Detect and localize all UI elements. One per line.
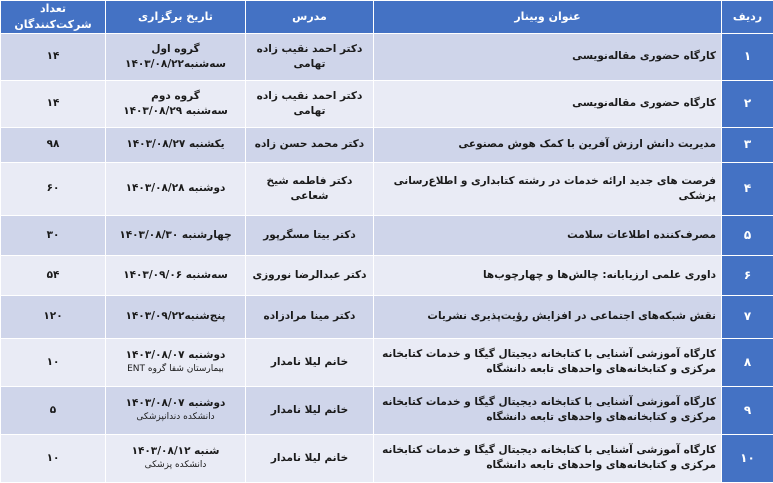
- row-number: ۱: [722, 33, 773, 80]
- webinar-title: کارگاه حضوری مقاله‌نویسی: [374, 80, 722, 127]
- session-date: [106, 386, 246, 434]
- webinar-title: کارگاه آموزشی آشنایی با کتابخانه دیجیتال گیگا و خدمات کتابخانه مرکزی و کتابخانه‌های واحدهای تابعه دانشگاه: [374, 338, 722, 386]
- header-participants: تعداد شرکت‌کنندگان: [1, 1, 106, 34]
- instructor-name: خانم لیلا نامدار: [246, 434, 374, 482]
- date-line-2: سه‌شنبه۱۴۰۳/۰۸/۲۲: [111, 57, 240, 72]
- participant-count: ۹۸: [1, 127, 106, 162]
- date-line-1: دوشنبه ۱۴۰۳/۰۸/۲۸: [111, 181, 240, 196]
- header-title: عنوان وبینار: [374, 1, 722, 34]
- row-number: ۵: [722, 215, 773, 255]
- table-row: [1, 386, 773, 434]
- date-line-1: شنبه ۱۴۰۳/۰۸/۱۲: [111, 444, 240, 459]
- table-row: [1, 127, 773, 162]
- row-number: ۱۰: [722, 434, 773, 482]
- session-date: [106, 255, 246, 295]
- participant-count: ۱۲۰: [1, 295, 106, 338]
- session-date: [106, 33, 246, 80]
- row-number: ۹: [722, 386, 773, 434]
- session-date: [106, 127, 246, 162]
- instructor-name: خانم لیلا نامدار: [246, 338, 374, 386]
- date-note: بیمارستان شفا گروه ENT: [111, 363, 240, 376]
- row-number: ۲: [722, 80, 773, 127]
- row-number: ۴: [722, 162, 773, 215]
- date-line-1: دوشنبه ۱۴۰۳/۰۸/۰۷: [111, 348, 240, 363]
- instructor-name: دکتر بیتا مسگرپور: [246, 215, 374, 255]
- date-line-1: پنج‌شنبه۱۴۰۳/۰۹/۲۲: [111, 309, 240, 324]
- table-row: [1, 434, 773, 482]
- row-number: ۶: [722, 255, 773, 295]
- webinar-title: مصرف‌کننده اطلاعات سلامت: [374, 215, 722, 255]
- row-number: ۸: [722, 338, 773, 386]
- instructor-name: دکتر احمد نقیب زاده تهامی: [246, 80, 374, 127]
- table-row: [1, 33, 773, 80]
- session-date: [106, 338, 246, 386]
- webinar-title: داوری علمی ارزیابانه: چالش‌ها و چهارچوب‌ها: [374, 255, 722, 295]
- participant-count: ۶۰: [1, 162, 106, 215]
- date-line-1: سه‌شنبه ۱۴۰۳/۰۹/۰۶: [111, 268, 240, 283]
- participant-count: ۵: [1, 386, 106, 434]
- date-line-1: گروه دوم: [111, 89, 240, 104]
- row-number: ۷: [722, 295, 773, 338]
- session-date: [106, 215, 246, 255]
- session-date: [106, 295, 246, 338]
- table-row: [1, 80, 773, 127]
- session-date: [106, 80, 246, 127]
- header-row: [1, 1, 773, 34]
- participant-count: ۱۴: [1, 33, 106, 80]
- date-note: دانشکده پزشکی: [111, 459, 240, 472]
- header-row-number: ردیف: [722, 1, 773, 34]
- session-date: [106, 434, 246, 482]
- webinar-title: نقش شبکه‌های اجتماعی در افزایش رؤیت‌پذیری نشریات: [374, 295, 722, 338]
- participant-count: ۱۰: [1, 338, 106, 386]
- session-date: [106, 162, 246, 215]
- webinar-title: مدیریت دانش ارزش آفرین با کمک هوش مصنوعی: [374, 127, 722, 162]
- date-line-2: سه‌شنبه ۱۴۰۳/۰۸/۲۹: [111, 104, 240, 119]
- instructor-name: دکتر محمد حسن زاده: [246, 127, 374, 162]
- table-row: [1, 338, 773, 386]
- table-row: [1, 255, 773, 295]
- date-line-1: چهارشنبه ۱۴۰۳/۰۸/۳۰: [111, 228, 240, 243]
- row-number: ۳: [722, 127, 773, 162]
- webinar-title: فرصت های جدید ارائه خدمات در رشته کتابداری و اطلاع‌رسانی پزشکی: [374, 162, 722, 215]
- table-row: [1, 162, 773, 215]
- date-line-1: دوشنبه ۱۴۰۳/۰۸/۰۷: [111, 396, 240, 411]
- table-row: [1, 295, 773, 338]
- webinar-title: کارگاه حضوری مقاله‌نویسی: [374, 33, 722, 80]
- date-line-1: یکشنبه ۱۴۰۳/۰۸/۲۷: [111, 137, 240, 152]
- participant-count: ۵۴: [1, 255, 106, 295]
- participant-count: ۱۴: [1, 80, 106, 127]
- date-line-1: گروه اول: [111, 42, 240, 57]
- instructor-name: دکتر مینا مرادزاده: [246, 295, 374, 338]
- table-row: [1, 215, 773, 255]
- webinar-title: کارگاه آموزشی آشنایی با کتابخانه دیجیتال گیگا و خدمات کتابخانه مرکزی و کتابخانه‌های واحدهای تابعه دانشگاه: [374, 434, 722, 482]
- participant-count: ۱۰: [1, 434, 106, 482]
- instructor-name: دکتر عبدالرضا نوروزی: [246, 255, 374, 295]
- instructor-name: دکتر احمد نقیب زاده تهامی: [246, 33, 374, 80]
- header-instructor: مدرس: [246, 1, 374, 34]
- webinar-title: کارگاه آموزشی آشنایی با کتابخانه دیجیتال گیگا و خدمات کتابخانه مرکزی و کتابخانه‌های واحدهای تابعه دانشگاه: [374, 386, 722, 434]
- instructor-name: خانم لیلا نامدار: [246, 386, 374, 434]
- date-note: دانشکده دندانپزشکی: [111, 411, 240, 424]
- instructor-name: دکتر فاطمه شیخ شعاعی: [246, 162, 374, 215]
- header-date: تاریخ برگزاری: [106, 1, 246, 34]
- participant-count: ۳۰: [1, 215, 106, 255]
